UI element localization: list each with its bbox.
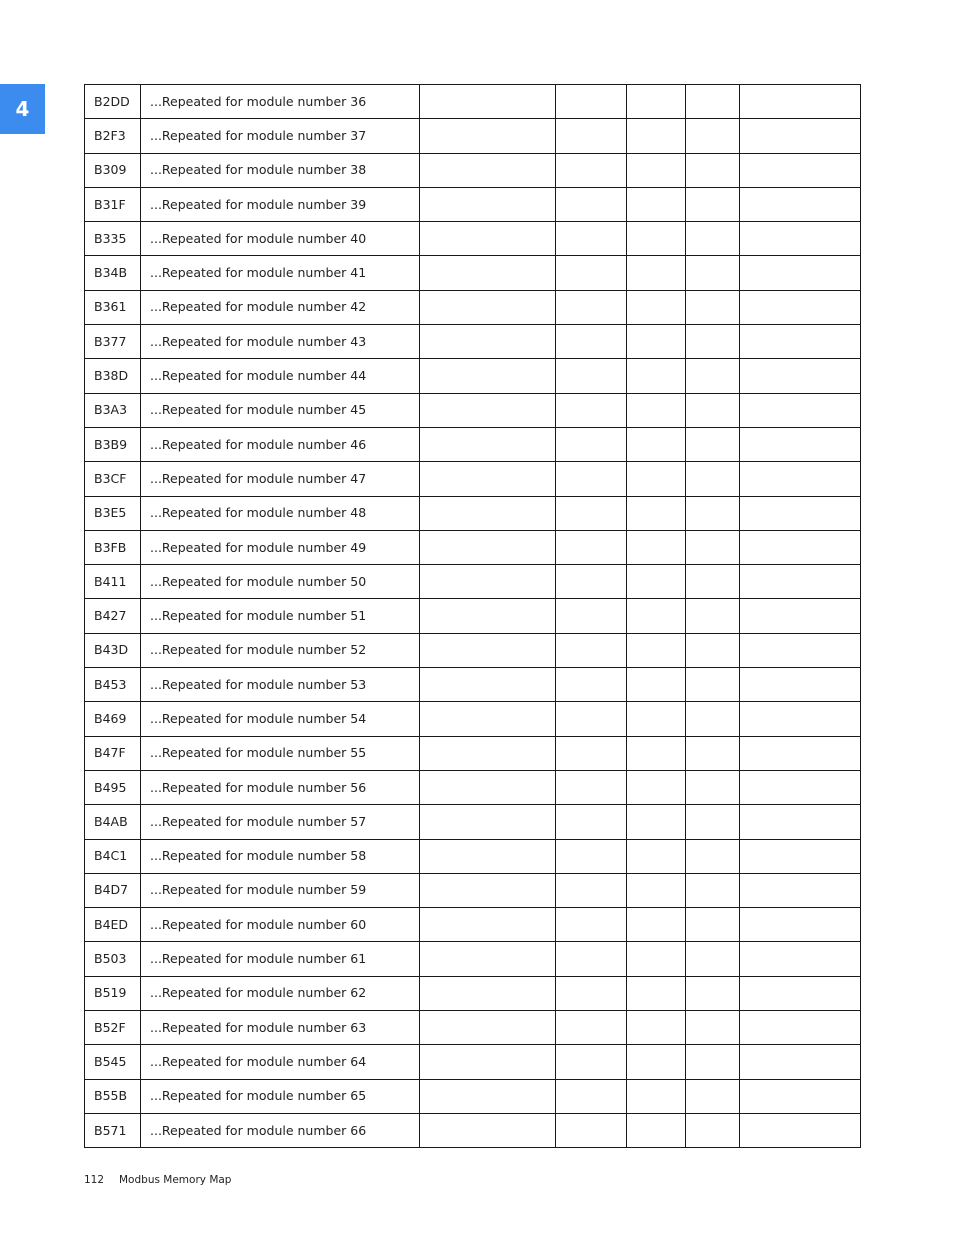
empty-cell bbox=[740, 256, 861, 290]
empty-cell bbox=[627, 1079, 686, 1113]
description-cell: ...Repeated for module number 57 bbox=[141, 805, 420, 839]
empty-cell bbox=[740, 1113, 861, 1147]
empty-cell bbox=[686, 187, 740, 221]
empty-cell bbox=[740, 153, 861, 187]
empty-cell bbox=[556, 462, 627, 496]
empty-cell bbox=[556, 976, 627, 1010]
page-footer bbox=[84, 1174, 231, 1186]
empty-cell bbox=[420, 702, 556, 736]
description-cell: ...Repeated for module number 61 bbox=[141, 942, 420, 976]
description-cell: ...Repeated for module number 42 bbox=[141, 290, 420, 324]
empty-cell bbox=[420, 119, 556, 153]
empty-cell bbox=[740, 805, 861, 839]
empty-cell bbox=[420, 1011, 556, 1045]
description-cell: ...Repeated for module number 39 bbox=[141, 187, 420, 221]
empty-cell bbox=[556, 222, 627, 256]
empty-cell bbox=[556, 325, 627, 359]
description-cell: ...Repeated for module number 51 bbox=[141, 599, 420, 633]
empty-cell bbox=[556, 393, 627, 427]
chapter-tab: 4 bbox=[0, 84, 45, 134]
empty-cell bbox=[627, 530, 686, 564]
empty-cell bbox=[627, 256, 686, 290]
address-cell: B361 bbox=[85, 290, 141, 324]
empty-cell bbox=[556, 119, 627, 153]
address-cell: B411 bbox=[85, 565, 141, 599]
address-cell: B2DD bbox=[85, 85, 141, 119]
empty-cell bbox=[420, 256, 556, 290]
empty-cell bbox=[686, 770, 740, 804]
empty-cell bbox=[686, 496, 740, 530]
empty-cell bbox=[740, 873, 861, 907]
description-cell: ...Repeated for module number 43 bbox=[141, 325, 420, 359]
empty-cell bbox=[686, 153, 740, 187]
empty-cell bbox=[740, 427, 861, 461]
table-row bbox=[85, 839, 861, 873]
table-row bbox=[85, 462, 861, 496]
empty-cell bbox=[420, 393, 556, 427]
empty-cell bbox=[686, 256, 740, 290]
table-row bbox=[85, 119, 861, 153]
empty-cell bbox=[686, 633, 740, 667]
empty-cell bbox=[740, 942, 861, 976]
empty-cell bbox=[686, 1011, 740, 1045]
empty-cell bbox=[627, 427, 686, 461]
empty-cell bbox=[627, 873, 686, 907]
empty-cell bbox=[420, 805, 556, 839]
empty-cell bbox=[627, 805, 686, 839]
empty-cell bbox=[740, 1011, 861, 1045]
empty-cell bbox=[420, 1045, 556, 1079]
table-row bbox=[85, 565, 861, 599]
empty-cell bbox=[420, 85, 556, 119]
address-cell: B55B bbox=[85, 1079, 141, 1113]
empty-cell bbox=[556, 290, 627, 324]
empty-cell bbox=[740, 290, 861, 324]
empty-cell bbox=[420, 187, 556, 221]
address-cell: B503 bbox=[85, 942, 141, 976]
empty-cell bbox=[686, 668, 740, 702]
empty-cell bbox=[420, 873, 556, 907]
address-cell: B4ED bbox=[85, 908, 141, 942]
empty-cell bbox=[740, 496, 861, 530]
address-cell: B38D bbox=[85, 359, 141, 393]
empty-cell bbox=[686, 1113, 740, 1147]
address-cell: B3A3 bbox=[85, 393, 141, 427]
empty-cell bbox=[627, 1011, 686, 1045]
empty-cell bbox=[627, 1045, 686, 1079]
empty-cell bbox=[740, 1045, 861, 1079]
empty-cell bbox=[556, 736, 627, 770]
address-cell: B3B9 bbox=[85, 427, 141, 461]
table-row bbox=[85, 736, 861, 770]
empty-cell bbox=[556, 770, 627, 804]
address-cell: B52F bbox=[85, 1011, 141, 1045]
empty-cell bbox=[686, 85, 740, 119]
empty-cell bbox=[686, 942, 740, 976]
description-cell: ...Repeated for module number 44 bbox=[141, 359, 420, 393]
table-row bbox=[85, 1113, 861, 1147]
table-row bbox=[85, 668, 861, 702]
table-row bbox=[85, 1079, 861, 1113]
table-row bbox=[85, 942, 861, 976]
empty-cell bbox=[627, 325, 686, 359]
empty-cell bbox=[686, 736, 740, 770]
empty-cell bbox=[686, 702, 740, 736]
empty-cell bbox=[556, 85, 627, 119]
address-cell: B3CF bbox=[85, 462, 141, 496]
empty-cell bbox=[420, 633, 556, 667]
description-cell: ...Repeated for module number 36 bbox=[141, 85, 420, 119]
empty-cell bbox=[740, 599, 861, 633]
empty-cell bbox=[627, 633, 686, 667]
empty-cell bbox=[740, 668, 861, 702]
empty-cell bbox=[686, 565, 740, 599]
table-row bbox=[85, 290, 861, 324]
description-cell: ...Repeated for module number 54 bbox=[141, 702, 420, 736]
empty-cell bbox=[420, 496, 556, 530]
empty-cell bbox=[686, 119, 740, 153]
empty-cell bbox=[556, 908, 627, 942]
empty-cell bbox=[420, 427, 556, 461]
table-row bbox=[85, 805, 861, 839]
empty-cell bbox=[420, 668, 556, 702]
empty-cell bbox=[740, 736, 861, 770]
description-cell: ...Repeated for module number 41 bbox=[141, 256, 420, 290]
address-cell: B31F bbox=[85, 187, 141, 221]
empty-cell bbox=[420, 839, 556, 873]
empty-cell bbox=[627, 599, 686, 633]
empty-cell bbox=[420, 153, 556, 187]
empty-cell bbox=[627, 839, 686, 873]
empty-cell bbox=[740, 222, 861, 256]
address-cell: B47F bbox=[85, 736, 141, 770]
address-cell: B427 bbox=[85, 599, 141, 633]
empty-cell bbox=[556, 1113, 627, 1147]
empty-cell bbox=[627, 668, 686, 702]
empty-cell bbox=[420, 942, 556, 976]
empty-cell bbox=[686, 393, 740, 427]
address-cell: B469 bbox=[85, 702, 141, 736]
empty-cell bbox=[627, 736, 686, 770]
empty-cell bbox=[740, 325, 861, 359]
empty-cell bbox=[740, 119, 861, 153]
empty-cell bbox=[627, 187, 686, 221]
empty-cell bbox=[556, 633, 627, 667]
description-cell: ...Repeated for module number 64 bbox=[141, 1045, 420, 1079]
description-cell: ...Repeated for module number 65 bbox=[141, 1079, 420, 1113]
empty-cell bbox=[420, 1113, 556, 1147]
empty-cell bbox=[627, 119, 686, 153]
empty-cell bbox=[740, 187, 861, 221]
address-cell: B453 bbox=[85, 668, 141, 702]
empty-cell bbox=[556, 942, 627, 976]
empty-cell bbox=[420, 1079, 556, 1113]
empty-cell bbox=[686, 359, 740, 393]
empty-cell bbox=[420, 325, 556, 359]
empty-cell bbox=[740, 839, 861, 873]
empty-cell bbox=[420, 770, 556, 804]
empty-cell bbox=[740, 702, 861, 736]
empty-cell bbox=[556, 839, 627, 873]
empty-cell bbox=[627, 359, 686, 393]
table-row bbox=[85, 496, 861, 530]
empty-cell bbox=[627, 1113, 686, 1147]
empty-cell bbox=[556, 1079, 627, 1113]
empty-cell bbox=[556, 187, 627, 221]
empty-cell bbox=[627, 85, 686, 119]
empty-cell bbox=[556, 805, 627, 839]
empty-cell bbox=[740, 393, 861, 427]
empty-cell bbox=[556, 256, 627, 290]
empty-cell bbox=[627, 565, 686, 599]
section-title: Modbus Memory Map bbox=[119, 1174, 232, 1186]
empty-cell bbox=[740, 530, 861, 564]
empty-cell bbox=[556, 599, 627, 633]
table-row bbox=[85, 770, 861, 804]
table-row bbox=[85, 908, 861, 942]
empty-cell bbox=[420, 359, 556, 393]
empty-cell bbox=[420, 222, 556, 256]
description-cell: ...Repeated for module number 62 bbox=[141, 976, 420, 1010]
empty-cell bbox=[686, 325, 740, 359]
description-cell: ...Repeated for module number 37 bbox=[141, 119, 420, 153]
address-cell: B3E5 bbox=[85, 496, 141, 530]
table-row bbox=[85, 222, 861, 256]
table-row bbox=[85, 976, 861, 1010]
empty-cell bbox=[686, 839, 740, 873]
description-cell: ...Repeated for module number 38 bbox=[141, 153, 420, 187]
empty-cell bbox=[420, 908, 556, 942]
address-cell: B3FB bbox=[85, 530, 141, 564]
address-cell: B571 bbox=[85, 1113, 141, 1147]
empty-cell bbox=[556, 668, 627, 702]
empty-cell bbox=[686, 1045, 740, 1079]
empty-cell bbox=[556, 427, 627, 461]
empty-cell bbox=[627, 393, 686, 427]
empty-cell bbox=[556, 530, 627, 564]
empty-cell bbox=[627, 770, 686, 804]
table-row bbox=[85, 873, 861, 907]
empty-cell bbox=[740, 633, 861, 667]
empty-cell bbox=[686, 1079, 740, 1113]
description-cell: ...Repeated for module number 49 bbox=[141, 530, 420, 564]
empty-cell bbox=[420, 462, 556, 496]
address-cell: B377 bbox=[85, 325, 141, 359]
description-cell: ...Repeated for module number 60 bbox=[141, 908, 420, 942]
empty-cell bbox=[686, 462, 740, 496]
table-row bbox=[85, 359, 861, 393]
description-cell: ...Repeated for module number 48 bbox=[141, 496, 420, 530]
address-cell: B2F3 bbox=[85, 119, 141, 153]
empty-cell bbox=[740, 908, 861, 942]
empty-cell bbox=[627, 496, 686, 530]
empty-cell bbox=[627, 462, 686, 496]
empty-cell bbox=[627, 942, 686, 976]
empty-cell bbox=[627, 153, 686, 187]
table-row bbox=[85, 1011, 861, 1045]
empty-cell bbox=[556, 359, 627, 393]
empty-cell bbox=[556, 496, 627, 530]
description-cell: ...Repeated for module number 59 bbox=[141, 873, 420, 907]
empty-cell bbox=[420, 290, 556, 324]
empty-cell bbox=[686, 873, 740, 907]
table-row bbox=[85, 1045, 861, 1079]
table-row bbox=[85, 187, 861, 221]
empty-cell bbox=[686, 805, 740, 839]
empty-cell bbox=[686, 427, 740, 461]
empty-cell bbox=[627, 976, 686, 1010]
empty-cell bbox=[420, 599, 556, 633]
address-cell: B4C1 bbox=[85, 839, 141, 873]
empty-cell bbox=[556, 1045, 627, 1079]
description-cell: ...Repeated for module number 45 bbox=[141, 393, 420, 427]
memory-map-table bbox=[84, 84, 861, 1148]
empty-cell bbox=[740, 976, 861, 1010]
empty-cell bbox=[420, 530, 556, 564]
description-cell: ...Repeated for module number 56 bbox=[141, 770, 420, 804]
memory-map-body bbox=[85, 85, 861, 1148]
empty-cell bbox=[686, 908, 740, 942]
empty-cell bbox=[420, 565, 556, 599]
table-row bbox=[85, 599, 861, 633]
empty-cell bbox=[686, 530, 740, 564]
empty-cell bbox=[686, 599, 740, 633]
empty-cell bbox=[556, 702, 627, 736]
table-row bbox=[85, 256, 861, 290]
description-cell: ...Repeated for module number 46 bbox=[141, 427, 420, 461]
address-cell: B34B bbox=[85, 256, 141, 290]
description-cell: ...Repeated for module number 63 bbox=[141, 1011, 420, 1045]
empty-cell bbox=[420, 736, 556, 770]
description-cell: ...Repeated for module number 50 bbox=[141, 565, 420, 599]
empty-cell bbox=[627, 222, 686, 256]
description-cell: ...Repeated for module number 66 bbox=[141, 1113, 420, 1147]
address-cell: B545 bbox=[85, 1045, 141, 1079]
description-cell: ...Repeated for module number 40 bbox=[141, 222, 420, 256]
table-row bbox=[85, 702, 861, 736]
empty-cell bbox=[556, 873, 627, 907]
empty-cell bbox=[420, 976, 556, 1010]
empty-cell bbox=[627, 908, 686, 942]
address-cell: B43D bbox=[85, 633, 141, 667]
table-row bbox=[85, 393, 861, 427]
empty-cell bbox=[740, 85, 861, 119]
description-cell: ...Repeated for module number 47 bbox=[141, 462, 420, 496]
description-cell: ...Repeated for module number 55 bbox=[141, 736, 420, 770]
address-cell: B519 bbox=[85, 976, 141, 1010]
empty-cell bbox=[740, 1079, 861, 1113]
empty-cell bbox=[556, 153, 627, 187]
empty-cell bbox=[740, 462, 861, 496]
empty-cell bbox=[740, 770, 861, 804]
description-cell: ...Repeated for module number 53 bbox=[141, 668, 420, 702]
page-number: 112 bbox=[84, 1174, 105, 1186]
description-cell: ...Repeated for module number 52 bbox=[141, 633, 420, 667]
empty-cell bbox=[686, 290, 740, 324]
empty-cell bbox=[740, 359, 861, 393]
empty-cell bbox=[627, 290, 686, 324]
table-row bbox=[85, 85, 861, 119]
empty-cell bbox=[556, 565, 627, 599]
description-cell: ...Repeated for module number 58 bbox=[141, 839, 420, 873]
table-row bbox=[85, 530, 861, 564]
table-row bbox=[85, 633, 861, 667]
address-cell: B495 bbox=[85, 770, 141, 804]
address-cell: B309 bbox=[85, 153, 141, 187]
table-row bbox=[85, 153, 861, 187]
empty-cell bbox=[740, 565, 861, 599]
address-cell: B4D7 bbox=[85, 873, 141, 907]
table-row bbox=[85, 325, 861, 359]
address-cell: B4AB bbox=[85, 805, 141, 839]
table-row bbox=[85, 427, 861, 461]
address-cell: B335 bbox=[85, 222, 141, 256]
empty-cell bbox=[686, 222, 740, 256]
empty-cell bbox=[556, 1011, 627, 1045]
empty-cell bbox=[627, 702, 686, 736]
empty-cell bbox=[686, 976, 740, 1010]
